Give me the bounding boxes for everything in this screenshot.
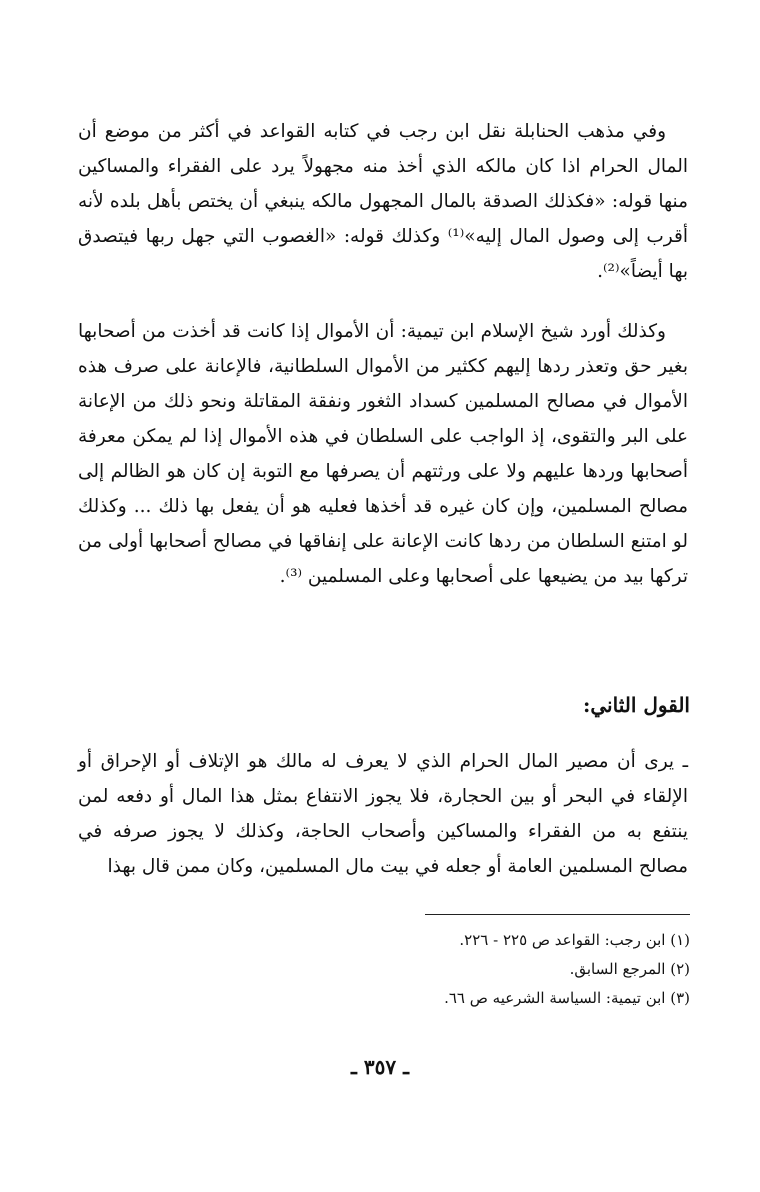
paragraph-second-opinion — [78, 744, 688, 884]
footnote-3: (٣) ابن تيمية: السياسة الشرعيه ص ٦٦. — [444, 989, 690, 1007]
paragraph-text: ـ يرى أن مصير المال الحرام الذي لا يعرف له مالك هو الإتلاف أو الإحراق أو الإلقاء في البحر أو بين الحجارة، فلا يجوز الانتفاع بمثل هذا المال أو دفعه لمن ينتفع به من الفقراء والمساكين وأصحاب الحاجة، وكذلك لا يجوز صرفه في مصالح المسلمين العامة أو جعله في بيت مال المسلمين، وكان ممن قال بهذا — [78, 751, 688, 877]
page-number: ـ ٣٥٧ ـ — [351, 1055, 409, 1079]
paragraph-hanbali-view — [78, 114, 688, 289]
footnotes — [270, 926, 690, 1013]
footnote-1: (١) ابن رجب: القواعد ص ٢٢٥ - ٢٢٦. — [459, 931, 690, 949]
footnote-2: (٢) المرجع السابق. — [569, 960, 690, 978]
footnote-divider — [425, 914, 690, 915]
paragraph-ibn-taymiyya-view — [78, 314, 688, 594]
paragraph-text: وفي مذهب الحنابلة نقل ابن رجب في كتابه القواعد في أكثر من موضع أن المال الحرام اذا كان مالكه الذي أخذ منه مجهولاً يرد على الفقراء والمساكين منها قوله: «فكذلك الصدقة بالمال المجهول مالكه ينبغي أن يختص بأهل بلده لأنه أقرب إلى وصول المال إليه»⁽¹⁾ وكذلك قوله: «الغصوب التي جهل ربها فيتصدق بها أيضاً»⁽²⁾. — [78, 121, 688, 282]
section-heading: القول الثاني: — [583, 693, 690, 717]
paragraph-text: وكذلك أورد شيخ الإسلام ابن تيمية: أن الأموال إذا كانت قد أخذت من أصحابها بغير حق وتعذر ردها إليهم ككثير من الأموال السلطانية، فالإعانة على صرف هذه الأموال في مصالح المسلمين كسداد الثغور ونفقة المقاتلة ونحو ذلك من الإعانة على البر والتقوى، إذ الواجب على السلطان في هذه الأموال إذا لم يمكن معرفة أصحابها وردها عليهم ولا على ورثتهم أن يصرفها مع التوبة إن كان هو الظالم إلى مصالح المسلمين، وإن كان غيره قد أخذها فعليه هو أن يفعل بها ذلك ... وكذلك لو امتنع السلطان من ردها كانت الإعانة على إنفاقها في مصالح أصحابها أولى من تركها بيد من يضيعها على أصحابها وعلى المسلمين ⁽³⁾. — [78, 321, 688, 587]
